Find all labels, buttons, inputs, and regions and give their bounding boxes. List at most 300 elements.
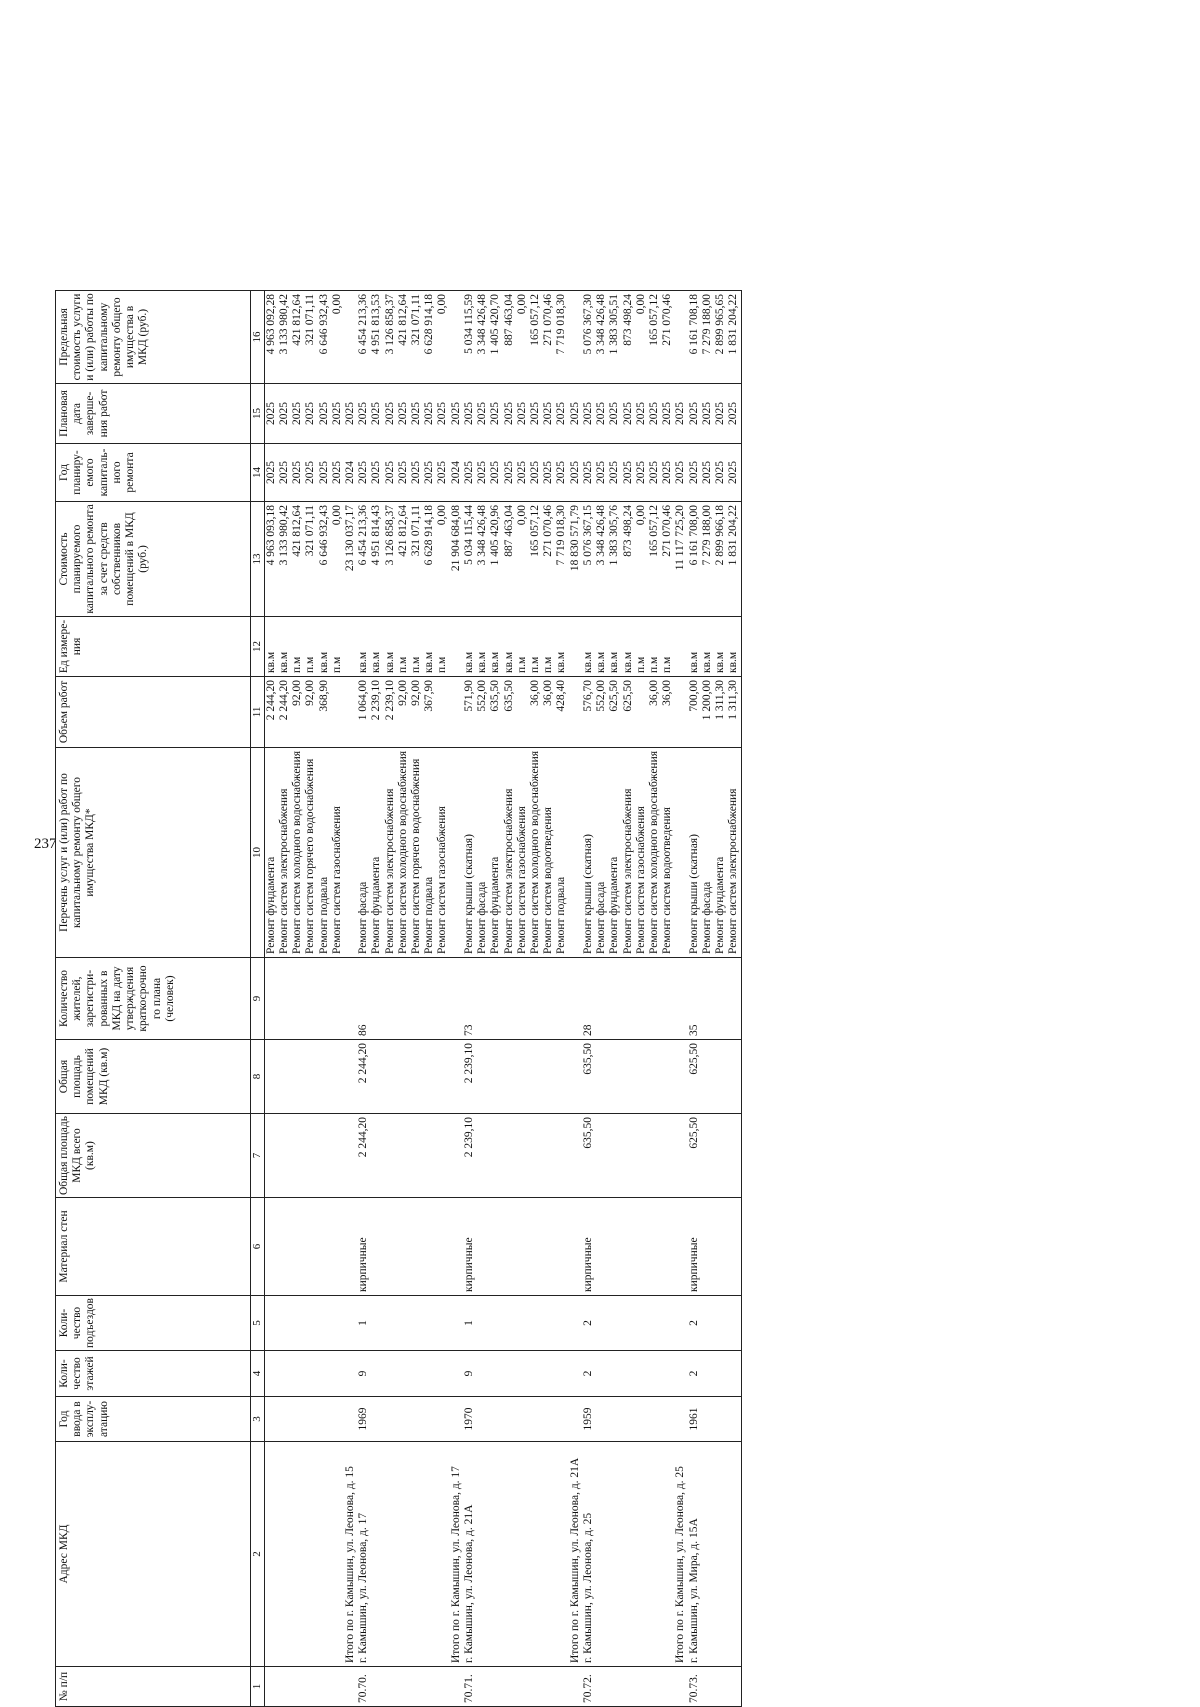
residents xyxy=(278,958,291,1040)
entrances xyxy=(714,1296,727,1351)
work-type: Ремонт фундамента xyxy=(370,747,383,957)
wall-material xyxy=(370,1198,383,1296)
total-area xyxy=(450,1114,463,1198)
header-cell-10: Перечень услуг и (или) работ по капитальному ремонту общего имущества МКД* xyxy=(56,747,251,957)
wall-material xyxy=(264,1198,278,1296)
completion-date: 2025 xyxy=(436,383,449,443)
repair-year: 2025 xyxy=(542,443,555,501)
table-row xyxy=(397,290,410,1706)
planned-cost: 4 963 093,18 xyxy=(264,501,278,616)
repair-year: 2025 xyxy=(688,443,701,501)
unit: кв.м xyxy=(701,616,714,676)
completion-date: 2025 xyxy=(727,383,741,443)
premises-area xyxy=(397,1040,410,1114)
commissioning-year xyxy=(542,1397,555,1442)
completion-date: 2025 xyxy=(304,383,317,443)
row-number xyxy=(622,1667,635,1707)
floors xyxy=(278,1351,291,1397)
premises-area xyxy=(423,1040,436,1114)
work-volume: 36,00 xyxy=(661,676,674,747)
header-cell-13: Стоимость планируемого капитального ремонта за счет средств собственников помещений в МКД (руб.) xyxy=(56,501,251,616)
commissioning-year xyxy=(701,1397,714,1442)
repair-year: 2025 xyxy=(489,443,502,501)
page-number: 237 xyxy=(34,836,57,852)
cost-limit: 3 133 980,42 xyxy=(278,290,291,383)
planned-cost: 18 830 571,79 xyxy=(569,501,582,616)
entrances xyxy=(331,1296,344,1351)
total-area: 2 244,20 xyxy=(357,1114,370,1198)
total-area xyxy=(331,1114,344,1198)
planned-cost: 6 161 708,00 xyxy=(688,501,701,616)
table-row xyxy=(674,290,687,1706)
repair-year: 2024 xyxy=(450,443,463,501)
planned-cost: 887 463,04 xyxy=(503,501,516,616)
commissioning-year xyxy=(608,1397,621,1442)
premises-area xyxy=(701,1040,714,1114)
wall-material xyxy=(648,1198,661,1296)
planned-cost: 6 454 213,36 xyxy=(357,501,370,616)
row-number: 70.73. xyxy=(688,1667,701,1707)
wall-material xyxy=(318,1198,331,1296)
work-type xyxy=(569,747,582,957)
commissioning-year: 1970 xyxy=(463,1397,476,1442)
premises-area xyxy=(516,1040,529,1114)
row-number xyxy=(384,1667,397,1707)
work-type: Ремонт систем электроснабжения xyxy=(278,747,291,957)
unit: кв.м xyxy=(688,616,701,676)
cost-limit: 0,00 xyxy=(436,290,449,383)
table-row xyxy=(608,290,621,1706)
premises-area xyxy=(436,1040,449,1114)
table-row xyxy=(503,290,516,1706)
commissioning-year xyxy=(727,1397,741,1442)
commissioning-year xyxy=(370,1397,383,1442)
planned-cost: 0,00 xyxy=(516,501,529,616)
commissioning-year xyxy=(423,1397,436,1442)
entrances xyxy=(542,1296,555,1351)
work-volume: 2 244,20 xyxy=(264,676,278,747)
header-cell-12: Ед измере-ния xyxy=(56,616,251,676)
row-number xyxy=(410,1667,423,1707)
completion-date: 2025 xyxy=(701,383,714,443)
unit: кв.м xyxy=(278,616,291,676)
residents xyxy=(410,958,423,1040)
completion-date: 2025 xyxy=(582,383,595,443)
planned-cost: 4 951 814,43 xyxy=(370,501,383,616)
entrances xyxy=(595,1296,608,1351)
commissioning-year xyxy=(291,1397,304,1442)
entrances: 1 xyxy=(357,1296,370,1351)
row-number xyxy=(661,1667,674,1707)
unit: п.м xyxy=(661,616,674,676)
unit: кв.м xyxy=(384,616,397,676)
table-row xyxy=(648,290,661,1706)
cost-limit: 873 498,24 xyxy=(622,290,635,383)
unit xyxy=(344,616,357,676)
commissioning-year xyxy=(476,1397,489,1442)
floors: 9 xyxy=(357,1351,370,1397)
completion-date: 2025 xyxy=(648,383,661,443)
residents xyxy=(701,958,714,1040)
repair-year: 2025 xyxy=(436,443,449,501)
unit: кв.м xyxy=(370,616,383,676)
table-row xyxy=(635,290,648,1706)
address xyxy=(648,1442,661,1667)
entrances xyxy=(608,1296,621,1351)
address xyxy=(423,1442,436,1667)
commissioning-year xyxy=(304,1397,317,1442)
wall-material xyxy=(344,1198,357,1296)
planned-cost: 165 057,12 xyxy=(648,501,661,616)
work-volume: 2 239,10 xyxy=(370,676,383,747)
total-area xyxy=(291,1114,304,1198)
premises-area xyxy=(648,1040,661,1114)
cost-limit: 7 719 018,30 xyxy=(555,290,568,383)
commissioning-year xyxy=(450,1397,463,1442)
repair-year: 2025 xyxy=(635,443,648,501)
entrances xyxy=(661,1296,674,1351)
repair-year: 2025 xyxy=(476,443,489,501)
completion-date: 2025 xyxy=(555,383,568,443)
address: г. Камышин, ул. Леонова, д. 17 xyxy=(357,1442,370,1667)
residents xyxy=(318,958,331,1040)
cost-limit: 0,00 xyxy=(331,290,344,383)
total-area xyxy=(516,1114,529,1198)
floors xyxy=(384,1351,397,1397)
table-row xyxy=(331,290,344,1706)
residents xyxy=(569,958,582,1040)
work-type: Ремонт систем газоснабжения xyxy=(331,747,344,957)
completion-date: 2025 xyxy=(384,383,397,443)
entrances xyxy=(622,1296,635,1351)
residents xyxy=(714,958,727,1040)
wall-material xyxy=(503,1198,516,1296)
repair-year: 2025 xyxy=(701,443,714,501)
work-volume xyxy=(436,676,449,747)
wall-material xyxy=(569,1198,582,1296)
entrances xyxy=(674,1296,687,1351)
table-row xyxy=(264,290,278,1706)
entrances xyxy=(648,1296,661,1351)
work-volume: 368,90 xyxy=(318,676,331,747)
work-volume: 576,70 xyxy=(582,676,595,747)
premises-area xyxy=(476,1040,489,1114)
cost-limit: 2 899 965,65 xyxy=(714,290,727,383)
unit: кв.м xyxy=(595,616,608,676)
completion-date: 2025 xyxy=(674,383,687,443)
wall-material xyxy=(397,1198,410,1296)
entrances xyxy=(384,1296,397,1351)
planned-cost: 165 057,12 xyxy=(529,501,542,616)
commissioning-year xyxy=(264,1397,278,1442)
entrances xyxy=(318,1296,331,1351)
premises-area xyxy=(264,1040,278,1114)
column-number: 9 xyxy=(251,958,265,1040)
table-row xyxy=(450,290,463,1706)
wall-material xyxy=(410,1198,423,1296)
table-row xyxy=(463,290,476,1706)
work-type: Ремонт систем газоснабжения xyxy=(635,747,648,957)
entrances xyxy=(727,1296,741,1351)
address xyxy=(542,1442,555,1667)
unit: кв.м xyxy=(357,616,370,676)
table-row xyxy=(529,290,542,1706)
rotated-sheet xyxy=(55,40,1185,1707)
cost-limit: 3 348 426,48 xyxy=(595,290,608,383)
wall-material xyxy=(529,1198,542,1296)
entrances xyxy=(635,1296,648,1351)
unit: п.м xyxy=(635,616,648,676)
total-area xyxy=(344,1114,357,1198)
completion-date: 2025 xyxy=(635,383,648,443)
floors xyxy=(516,1351,529,1397)
wall-material xyxy=(304,1198,317,1296)
wall-material xyxy=(701,1198,714,1296)
column-number: 12 xyxy=(251,616,265,676)
cost-limit: 6 628 914,18 xyxy=(423,290,436,383)
planned-cost: 1 831 204,22 xyxy=(727,501,741,616)
work-volume: 92,00 xyxy=(410,676,423,747)
cost-limit: 0,00 xyxy=(516,290,529,383)
repair-year: 2025 xyxy=(529,443,542,501)
total-area: 625,50 xyxy=(688,1114,701,1198)
floors xyxy=(648,1351,661,1397)
work-type: Ремонт систем электроснабжения xyxy=(622,747,635,957)
residents xyxy=(555,958,568,1040)
table-row xyxy=(595,290,608,1706)
floors xyxy=(318,1351,331,1397)
wall-material xyxy=(595,1198,608,1296)
floors xyxy=(291,1351,304,1397)
premises-area xyxy=(503,1040,516,1114)
completion-date: 2025 xyxy=(569,383,582,443)
header-cell-15: Плановая дата заверше-ния работ xyxy=(56,383,251,443)
address xyxy=(727,1442,741,1667)
total-area xyxy=(569,1114,582,1198)
address xyxy=(608,1442,621,1667)
work-volume xyxy=(569,676,582,747)
total-area xyxy=(503,1114,516,1198)
table-row xyxy=(344,290,357,1706)
column-number: 1 xyxy=(251,1667,265,1707)
cost-limit xyxy=(674,290,687,383)
premises-area xyxy=(661,1040,674,1114)
address xyxy=(701,1442,714,1667)
wall-material xyxy=(714,1198,727,1296)
work-volume xyxy=(635,676,648,747)
repair-year: 2025 xyxy=(291,443,304,501)
entrances xyxy=(555,1296,568,1351)
premises-area xyxy=(278,1040,291,1114)
unit: кв.м xyxy=(727,616,741,676)
work-type xyxy=(450,747,463,957)
unit: п.м xyxy=(542,616,555,676)
entrances xyxy=(370,1296,383,1351)
premises-area xyxy=(410,1040,423,1114)
row-number: 70.70. xyxy=(357,1667,370,1707)
repair-year: 2025 xyxy=(714,443,727,501)
floors xyxy=(423,1351,436,1397)
floors xyxy=(555,1351,568,1397)
entrances xyxy=(476,1296,489,1351)
work-volume xyxy=(344,676,357,747)
cost-limit: 4 963 092,28 xyxy=(264,290,278,383)
total-area xyxy=(436,1114,449,1198)
commissioning-year xyxy=(595,1397,608,1442)
planned-cost: 6 628 914,18 xyxy=(423,501,436,616)
residents xyxy=(635,958,648,1040)
work-volume xyxy=(331,676,344,747)
planned-cost: 11 117 725,20 xyxy=(674,501,687,616)
completion-date: 2025 xyxy=(688,383,701,443)
total-area: 635,50 xyxy=(582,1114,595,1198)
total-area xyxy=(542,1114,555,1198)
address xyxy=(635,1442,648,1667)
work-volume: 428,40 xyxy=(555,676,568,747)
repair-year: 2025 xyxy=(674,443,687,501)
column-number: 13 xyxy=(251,501,265,616)
row-number: 70.72. xyxy=(582,1667,595,1707)
work-volume: 1 064,00 xyxy=(357,676,370,747)
commissioning-year xyxy=(344,1397,357,1442)
commissioning-year xyxy=(410,1397,423,1442)
work-type: Ремонт систем электроснабжения xyxy=(384,747,397,957)
planned-cost: 321 071,11 xyxy=(410,501,423,616)
cost-limit: 1 831 204,22 xyxy=(727,290,741,383)
work-volume: 367,90 xyxy=(423,676,436,747)
column-number: 5 xyxy=(251,1296,265,1351)
residents: 35 xyxy=(688,958,701,1040)
work-volume: 36,00 xyxy=(648,676,661,747)
repair-year: 2025 xyxy=(357,443,370,501)
row-number xyxy=(278,1667,291,1707)
row-number xyxy=(503,1667,516,1707)
unit: кв.м xyxy=(423,616,436,676)
table-row xyxy=(291,290,304,1706)
total-area xyxy=(410,1114,423,1198)
table-row xyxy=(714,290,727,1706)
column-number: 14 xyxy=(251,443,265,501)
commissioning-year: 1959 xyxy=(582,1397,595,1442)
residents xyxy=(542,958,555,1040)
table-row xyxy=(410,290,423,1706)
header-cell-11: Объем работ xyxy=(56,676,251,747)
table-row xyxy=(476,290,489,1706)
work-volume: 36,00 xyxy=(529,676,542,747)
wall-material xyxy=(489,1198,502,1296)
address xyxy=(291,1442,304,1667)
column-number: 10 xyxy=(251,747,265,957)
repair-year: 2025 xyxy=(569,443,582,501)
premises-area xyxy=(384,1040,397,1114)
repair-year: 2025 xyxy=(622,443,635,501)
total-area xyxy=(264,1114,278,1198)
cost-limit xyxy=(344,290,357,383)
premises-area xyxy=(370,1040,383,1114)
repair-year: 2025 xyxy=(410,443,423,501)
wall-material xyxy=(542,1198,555,1296)
cost-limit: 1 405 420,70 xyxy=(489,290,502,383)
residents xyxy=(423,958,436,1040)
table-body xyxy=(264,290,741,1706)
completion-date: 2025 xyxy=(331,383,344,443)
header-cell-6: Материал стен xyxy=(56,1198,251,1296)
total-area xyxy=(318,1114,331,1198)
work-volume: 36,00 xyxy=(542,676,555,747)
wall-material: кирпичные xyxy=(463,1198,476,1296)
address: Итого по г. Камышин, ул. Леонова, д. 21А xyxy=(569,1442,582,1667)
floors xyxy=(264,1351,278,1397)
commissioning-year xyxy=(318,1397,331,1442)
premises-area: 625,50 xyxy=(688,1040,701,1114)
header-cell-3: Год ввода в эксплу-атацию xyxy=(56,1397,251,1442)
cost-limit: 1 383 305,51 xyxy=(608,290,621,383)
commissioning-year xyxy=(397,1397,410,1442)
work-volume: 552,00 xyxy=(595,676,608,747)
planned-cost: 0,00 xyxy=(436,501,449,616)
wall-material xyxy=(450,1198,463,1296)
premises-area xyxy=(622,1040,635,1114)
cost-limit xyxy=(569,290,582,383)
wall-material xyxy=(436,1198,449,1296)
address xyxy=(410,1442,423,1667)
wall-material xyxy=(608,1198,621,1296)
planned-cost: 321 071,11 xyxy=(304,501,317,616)
completion-date: 2025 xyxy=(489,383,502,443)
table-row xyxy=(542,290,555,1706)
commissioning-year xyxy=(529,1397,542,1442)
commissioning-year xyxy=(648,1397,661,1442)
commissioning-year xyxy=(569,1397,582,1442)
floors xyxy=(595,1351,608,1397)
repair-year: 2025 xyxy=(318,443,331,501)
cost-limit: 3 348 426,48 xyxy=(476,290,489,383)
completion-date: 2025 xyxy=(542,383,555,443)
residents xyxy=(529,958,542,1040)
floors xyxy=(674,1351,687,1397)
table-row xyxy=(569,290,582,1706)
planned-cost: 0,00 xyxy=(635,501,648,616)
floors xyxy=(344,1351,357,1397)
total-area xyxy=(622,1114,635,1198)
work-volume: 625,50 xyxy=(622,676,635,747)
work-type: Ремонт фундамента xyxy=(608,747,621,957)
commissioning-year xyxy=(489,1397,502,1442)
floors xyxy=(542,1351,555,1397)
total-area xyxy=(555,1114,568,1198)
work-volume: 2 239,10 xyxy=(384,676,397,747)
entrances xyxy=(516,1296,529,1351)
work-type: Ремонт систем горячего водоснабжения xyxy=(304,747,317,957)
completion-date: 2025 xyxy=(410,383,423,443)
planned-cost: 1 383 305,76 xyxy=(608,501,621,616)
address: г. Камышин, ул. Леонова, д. 25 xyxy=(582,1442,595,1667)
cost-limit: 6 454 213,36 xyxy=(357,290,370,383)
floors xyxy=(661,1351,674,1397)
row-number xyxy=(291,1667,304,1707)
planned-cost: 3 133 980,42 xyxy=(278,501,291,616)
cost-limit: 3 126 858,37 xyxy=(384,290,397,383)
premises-area xyxy=(569,1040,582,1114)
total-area xyxy=(701,1114,714,1198)
total-area xyxy=(304,1114,317,1198)
row-number xyxy=(370,1667,383,1707)
unit: кв.м xyxy=(503,616,516,676)
work-type: Ремонт систем газоснабжения xyxy=(516,747,529,957)
planned-cost: 0,00 xyxy=(331,501,344,616)
premises-area xyxy=(318,1040,331,1114)
header-cell-2: Адрес МКД xyxy=(56,1442,251,1667)
